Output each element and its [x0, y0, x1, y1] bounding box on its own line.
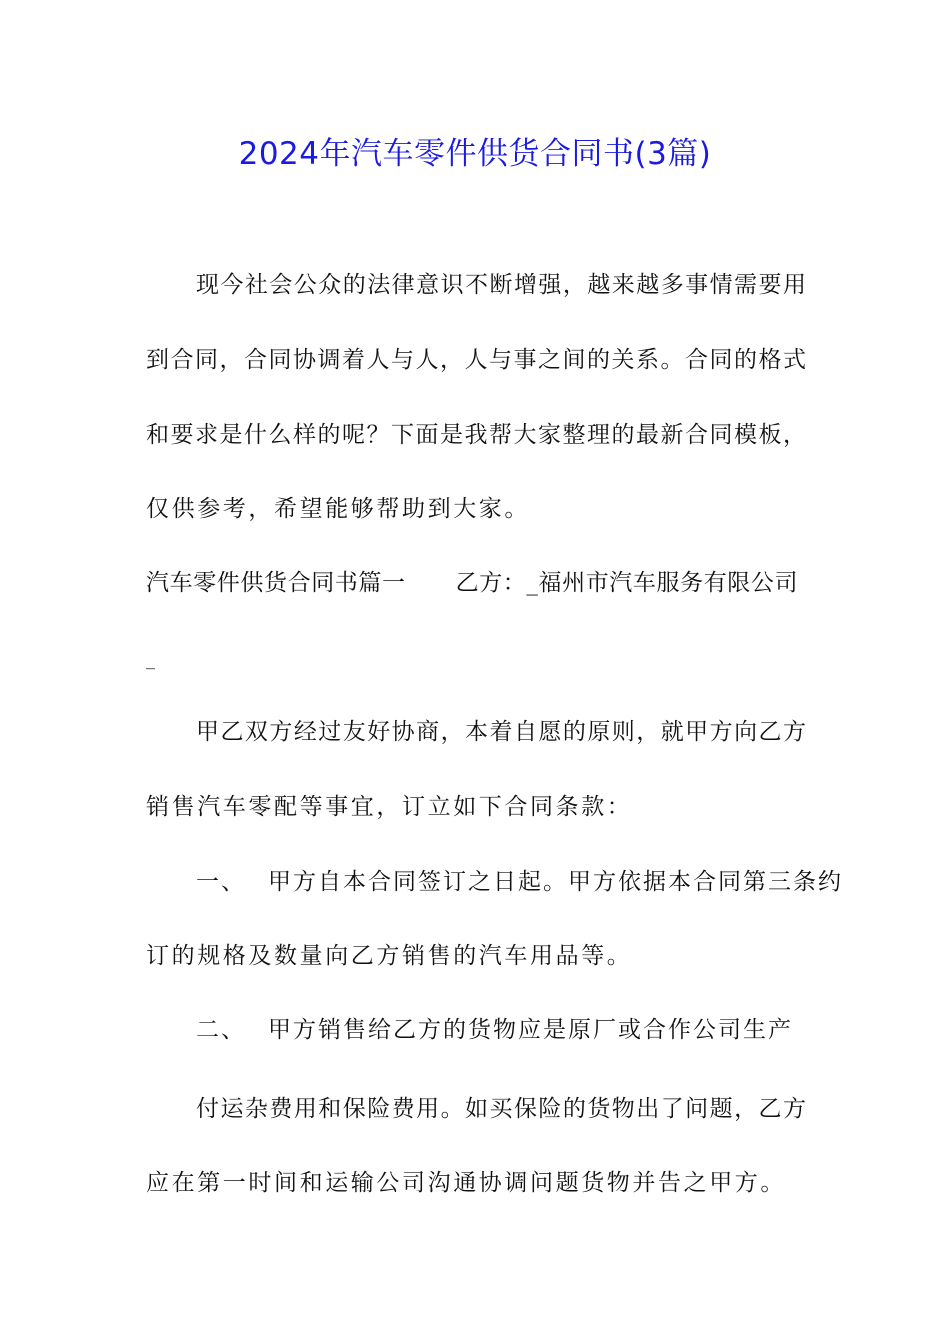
clause-2 [196, 1015, 806, 1045]
intro-line-1: 现今社会公众的法律意识不断增强，越来越多事情需要用 [196, 272, 806, 298]
intro-line-4: 仅供参考，希望能够帮助到大家。 [146, 496, 530, 522]
para1-line-1: 甲乙双方经过友好协商，本着自愿的原则，就甲方向乙方 [196, 719, 806, 745]
party-b-line: 乙方：_福州市汽车服务有限公司 [455, 570, 799, 596]
intro-line-2: 到合同，合同协调着人与人，人与事之间的关系。合同的格式 [146, 347, 806, 373]
section-heading-row [146, 568, 806, 598]
clause-1-text: 甲方自本合同签订之日起。甲方依据本合同第三条约 [268, 869, 843, 895]
section-heading: 汽车零件供货合同书篇一 [146, 570, 406, 596]
para1-line-2: 销售汽车零配等事宜，订立如下合同条款： [146, 794, 633, 820]
clause-1 [196, 867, 843, 897]
clause-1-number: 一、 [196, 869, 246, 895]
party-b-tail: _ [146, 649, 158, 670]
document-title: 2024年汽车零件供货合同书(3篇) [238, 136, 712, 172]
para2-line-2: 应在第一时间和运输公司沟通协调问题货物并告之甲方。 [146, 1170, 786, 1196]
clause-2-text: 甲方销售给乙方的货物应是原厂或合作公司生产 [268, 1017, 793, 1043]
clause-1-continued: 订的规格及数量向乙方销售的汽车用品等。 [146, 943, 633, 969]
clause-2-number: 二、 [196, 1017, 246, 1043]
para2-line-1: 付运杂费用和保险费用。如买保险的货物出了问题，乙方 [196, 1096, 806, 1122]
intro-line-3: 和要求是什么样的呢？下面是我帮大家整理的最新合同模板， [146, 422, 806, 448]
